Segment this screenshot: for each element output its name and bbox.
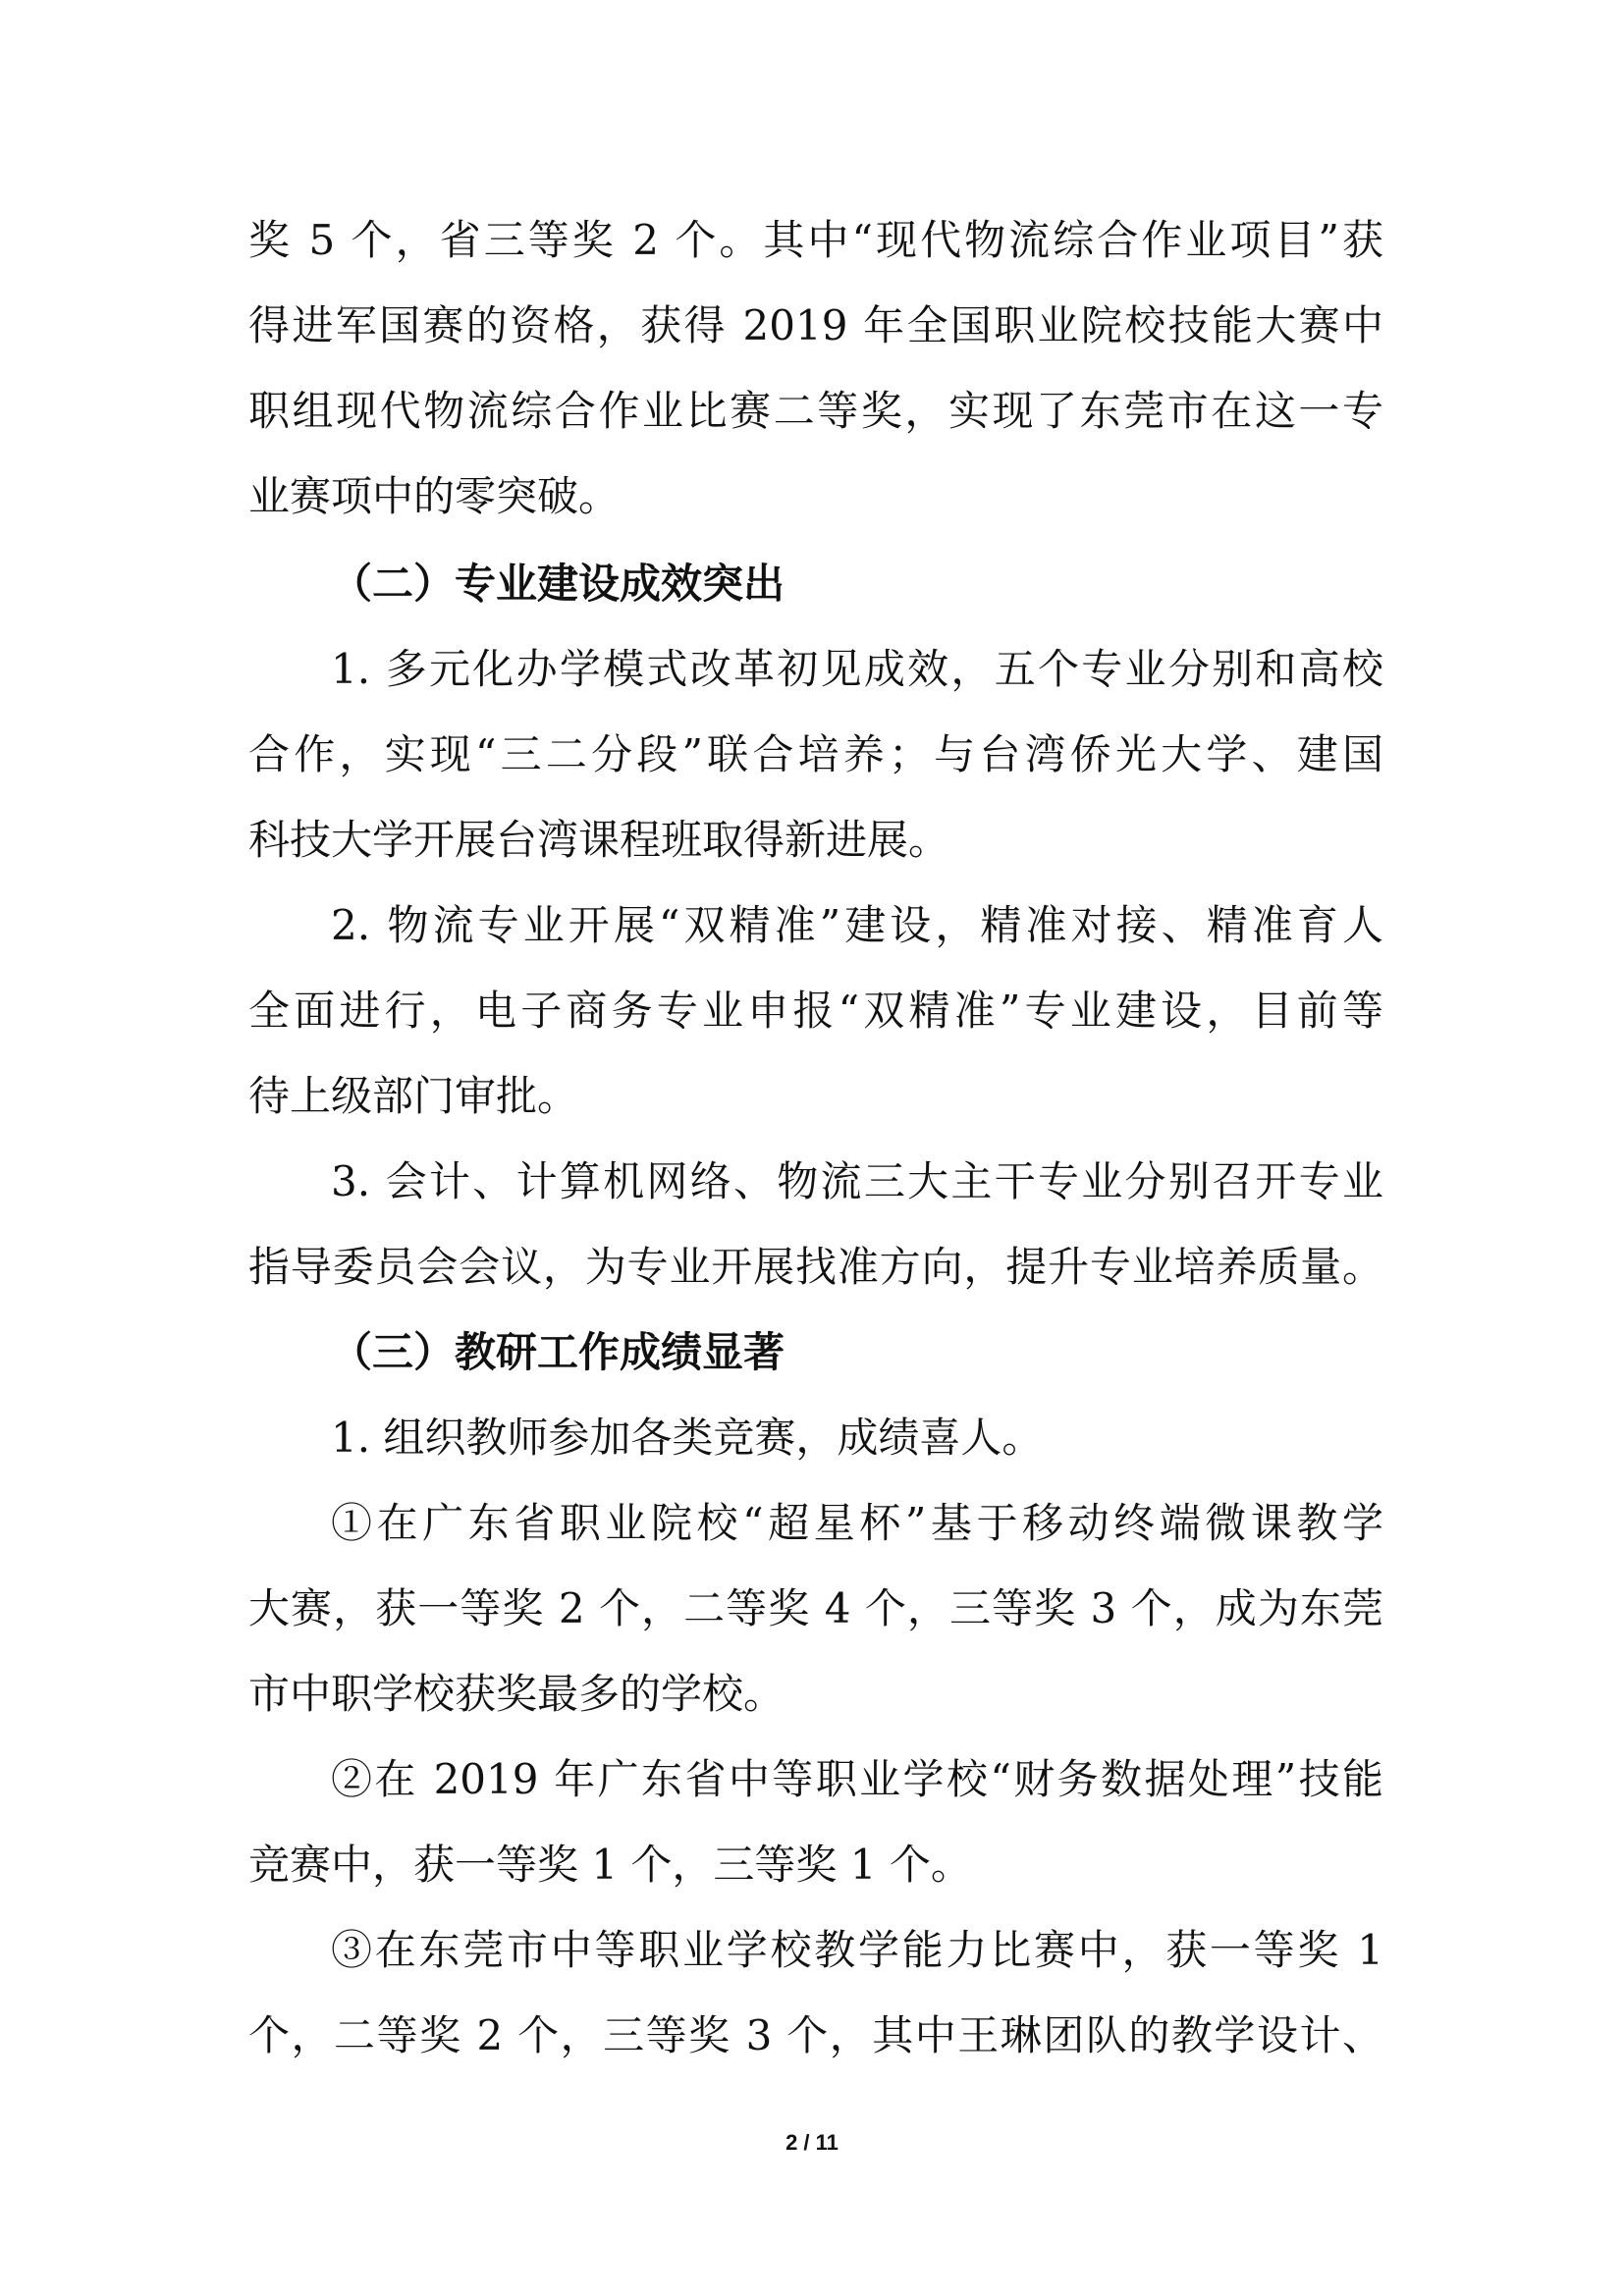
paragraph-line: 奖 5 个，省三等奖 2 个。其中“现代物流综合作业项目”获 <box>248 216 1383 264</box>
page-number: 2 / 11 <box>785 2130 839 2155</box>
paragraph-line: 合作，实现“三二分段”联合培养；与台湾侨光大学、建国 <box>248 730 1383 778</box>
paragraph-line: 得进军国赛的资格，获得 2019 年全国职业院校技能大赛中 <box>248 301 1383 349</box>
paragraph-line: 全面进行，电子商务专业申报“双精准”专业建设，目前等 <box>248 987 1383 1035</box>
paragraph-line: ②在 2019 年广东省中等职业学校“财务数据处理”技能 <box>331 1755 1383 1803</box>
paragraph-line: 业赛项中的零突破。 <box>248 472 621 520</box>
paragraph-line: 待上级部门审批。 <box>248 1072 579 1120</box>
paragraph-line: 个，二等奖 2 个，三等奖 3 个，其中王琳团队的教学设计、 <box>248 2011 1383 2059</box>
paragraph-line: ①在广东省职业院校“超星杯”基于移动终端微课教学 <box>331 1499 1383 1547</box>
section-heading: （三）教研工作成绩显著 <box>331 1328 785 1376</box>
paragraph-line: 大赛，获一等奖 2 个，二等奖 4 个，三等奖 3 个，成为东莞 <box>248 1584 1383 1632</box>
paragraph-line: 2. 物流专业开展“双精准”建设，精准对接、精准育人 <box>331 901 1383 949</box>
paragraph-line: 科技大学开展台湾课程班取得新进展。 <box>248 816 950 864</box>
paragraph-line: ③在东莞市中等职业学校教学能力比赛中，获一等奖 1 <box>331 1926 1383 1974</box>
paragraph-line: 职组现代物流综合作业比赛二等奖，实现了东莞市在这一专 <box>248 387 1383 435</box>
section-heading: （二）专业建设成效突出 <box>331 560 785 608</box>
paragraph-line: 市中职学校获奖最多的学校。 <box>248 1670 785 1718</box>
paragraph-line: 1. 组织教师参加各类竞赛，成绩喜人。 <box>331 1414 1044 1462</box>
paragraph-line: 1. 多元化办学模式改革初见成效，五个专业分别和高校 <box>331 645 1383 693</box>
paragraph-line: 指导委员会会议，为专业开展找准方向，提升专业培养质量。 <box>248 1243 1383 1291</box>
paragraph-line: 3. 会计、计算机网络、物流三大主干专业分别召开专业 <box>331 1157 1383 1205</box>
paragraph-line: 竞赛中，获一等奖 1 个，三等奖 1 个。 <box>248 1841 972 1889</box>
